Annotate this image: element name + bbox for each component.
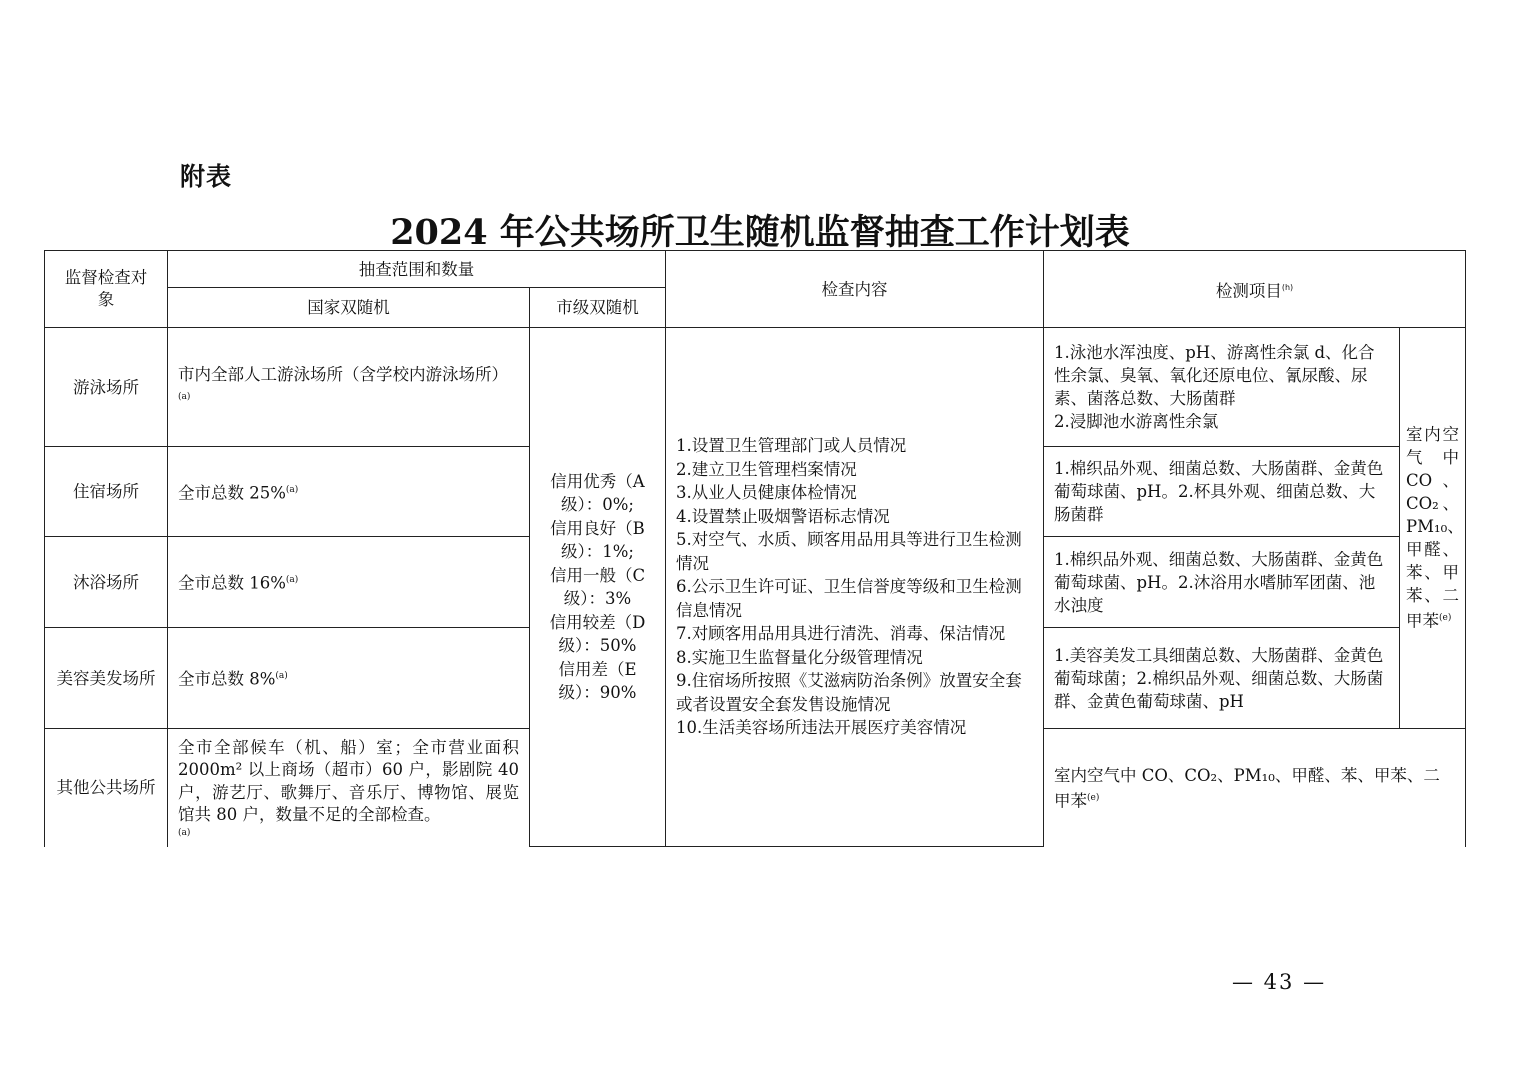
- national-text: 全市总数 16%: [178, 573, 286, 593]
- header-testing-note: (h): [1281, 282, 1294, 292]
- credit-item: 信用优秀（A级）：0%;: [550, 471, 645, 514]
- row-national: [168, 537, 530, 628]
- header-scope: 抽查范围和数量: [168, 251, 666, 288]
- content-item: 9.住宿场所按照《艾滋病防治条例》放置安全套或者设置安全套发售设施情况: [676, 671, 1022, 714]
- credit-item: 信用良好（B级）：1%;: [550, 518, 645, 561]
- table-row: [45, 328, 1466, 447]
- content-item: 7.对顾客用品用具进行清洗、消毒、保洁情况: [676, 624, 1006, 644]
- national-text: 全市全部候车（机、船）室；全市营业面积 2000m² 以上商场（超市）60 户，影剧院 40 户，游艺厅、歌舞厅、音乐厅、博物馆、展览馆共 80 户，数量不足的全部检查。: [178, 737, 519, 825]
- note-mark: (a): [178, 391, 191, 402]
- row-testing: 1.美容美发工具细菌总数、大肠菌群、金黄色葡萄球菌；2.棉织品外观、细菌总数、大肠菌群、金黄色葡萄球菌、pH: [1044, 628, 1400, 729]
- inspection-content: [666, 328, 1044, 847]
- national-text: 全市总数 25%: [178, 483, 286, 503]
- content-item: 5.对空气、水质、顾客用品用具等进行卫生检测情况: [676, 530, 1022, 573]
- inspection-plan-table: [44, 250, 1466, 847]
- note-mark: (e): [1439, 613, 1452, 624]
- content-item: 6.公示卫生许可证、卫生信誉度等级和卫生检测信息情况: [676, 577, 1022, 620]
- credit-item: 信用一般（C级）：3%: [549, 565, 646, 608]
- header-content: 检查内容: [666, 251, 1044, 328]
- row-testing: [1044, 328, 1400, 447]
- row-object: 游泳场所: [45, 328, 168, 447]
- credit-item: 信用差（E级）：90%: [558, 659, 637, 702]
- header-object: 监督检查对象: [45, 251, 168, 328]
- row-national: [168, 628, 530, 729]
- header-municipal: 市级双随机: [530, 288, 666, 328]
- row-testing: [1044, 729, 1466, 847]
- row-testing: 1.棉织品外观、细菌总数、大肠菌群、金黄色葡萄球菌、pH。2.沐浴用水嗜肺军团菌、池水浊度: [1044, 537, 1400, 628]
- row-national: [168, 447, 530, 537]
- note-mark: (a): [275, 671, 288, 682]
- indoor-air-side-cell: [1400, 328, 1466, 729]
- indoor-air-side-text: 室内空气中 CO、CO₂、PM₁₀、甲醛、苯、甲苯、二甲苯: [1406, 425, 1464, 631]
- credit-item: 信用较差（D级）：50%: [549, 612, 646, 655]
- document-title-text: 2024 年公共场所卫生随机监督抽查工作计划表: [390, 212, 1130, 253]
- testing-item: 室内空气中 CO、CO₂、PM₁₀、甲醛、苯、甲苯、二甲苯: [1054, 765, 1440, 810]
- note-mark: (e): [1087, 792, 1100, 803]
- row-object: 其他公共场所: [45, 729, 168, 847]
- document-title: [0, 205, 1520, 255]
- content-item: 10.生活美容场所违法开展医疗美容情况: [676, 718, 967, 738]
- content-item: 8.实施卫生监督量化分级管理情况: [676, 647, 923, 667]
- content-item: 1.设置卫生管理部门或人员情况: [676, 436, 907, 456]
- content-item: 4.设置禁止吸烟警语标志情况: [676, 506, 890, 526]
- row-national: [168, 729, 530, 847]
- national-text: 全市总数 8%: [178, 669, 276, 689]
- content-item: 2.建立卫生管理档案情况: [676, 459, 857, 479]
- testing-item: 1.泳池水浑浊度、pH、游离性余氯 d、化合性余氯、臭氧、氧化还原电位、氰尿酸、尿素、菌落总数、大肠菌群: [1054, 343, 1375, 408]
- municipal-credit: [530, 328, 666, 847]
- testing-item: 2.浸脚池水游离性余氯: [1054, 412, 1219, 431]
- row-national: [168, 328, 530, 447]
- row-object: 美容美发场所: [45, 628, 168, 729]
- header-national: 国家双随机: [168, 288, 530, 328]
- note-mark: (a): [178, 827, 191, 838]
- content-item: 3.从业人员健康体检情况: [676, 483, 857, 503]
- header-testing: [1044, 251, 1466, 328]
- row-testing: 1.棉织品外观、细菌总数、大肠菌群、金黄色葡萄球菌、pH。2.杯具外观、细菌总数、大肠菌群: [1044, 447, 1400, 537]
- note-mark: (a): [285, 575, 299, 586]
- row-object: 住宿场所: [45, 447, 168, 537]
- page-number: — 43 —: [1232, 970, 1327, 994]
- appendix-label: 附表: [180, 162, 233, 191]
- header-testing-label: 检测项目: [1215, 281, 1282, 301]
- national-text: 市内全部人工游泳场所（含学校内游泳场所）: [178, 364, 508, 384]
- row-object: 沐浴场所: [45, 537, 168, 628]
- note-mark: (a): [285, 484, 299, 495]
